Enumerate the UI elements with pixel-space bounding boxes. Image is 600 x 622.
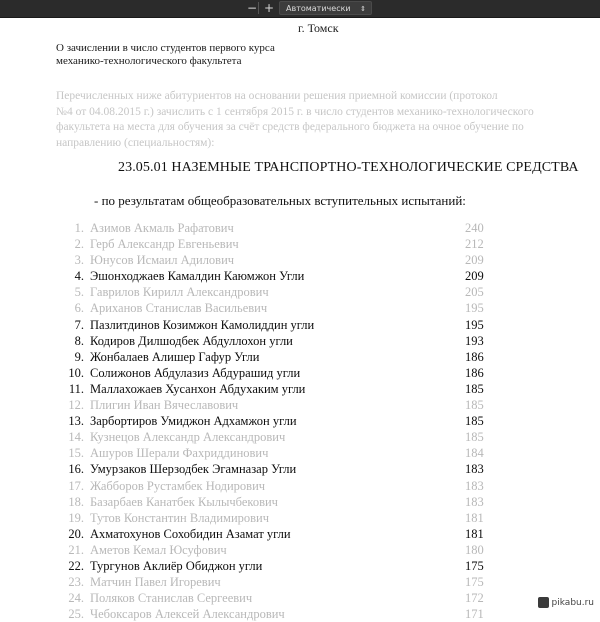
student-number: 6.: [74, 301, 84, 316]
student-name: Плигин Иван Вячеславович: [90, 398, 239, 413]
student-score: 185: [465, 381, 484, 396]
zoom-in-button[interactable]: [262, 1, 276, 15]
student-score: 205: [465, 285, 484, 300]
student-name: Ашуров Шерали Фахриддинович: [90, 446, 269, 461]
program-heading: 23.05.01 НАЗЕМНЫЕ ТРАНСПОРТНО-ТЕХНОЛОГИЧЕСКИЕ СРЕДСТВА: [118, 160, 579, 175]
student-row: [0, 590, 600, 606]
student-row: [0, 381, 600, 397]
list-subheading: - по результатам общеобразовательных вступительных испытаний:: [94, 193, 466, 208]
student-number: 15.: [68, 446, 84, 461]
student-score: 212: [465, 237, 484, 252]
student-row: [0, 300, 600, 316]
decree-line: факультета на места для обучения за счёт средств федерального бюджета на очное обучение по: [56, 121, 524, 133]
student-name: Эшонходжаев Камалдин Каюмжон Угли: [90, 269, 305, 284]
zoom-select[interactable]: [279, 1, 372, 15]
student-row: [0, 461, 600, 477]
student-number: 9.: [74, 349, 84, 364]
student-score: 195: [465, 301, 484, 316]
student-name: Жонбалаев Алишер Гафур Угли: [90, 349, 260, 364]
decree-paragraph: [56, 89, 576, 151]
student-row: [0, 397, 600, 413]
student-row: [0, 349, 600, 365]
plus-icon: +: [263, 1, 275, 15]
student-name: Тутов Константин Владимирович: [90, 510, 270, 525]
student-row: [0, 284, 600, 300]
student-name: Умурзаков Шерзодбек Эгамназар Угли: [90, 462, 297, 477]
decree-line: направлению (специальностям):: [56, 136, 215, 149]
student-name: Кузнецов Александр Александрович: [90, 430, 286, 445]
student-score: 175: [465, 558, 484, 573]
student-row: [0, 252, 600, 268]
student-number: 10.: [68, 365, 84, 380]
student-score: 185: [465, 430, 484, 445]
student-row: [0, 494, 600, 510]
student-score: 209: [465, 253, 484, 268]
student-row: [0, 478, 600, 494]
student-number: 17.: [68, 478, 84, 493]
document-page: [0, 17, 600, 622]
student-row: [0, 526, 600, 542]
student-number: 19.: [68, 510, 84, 525]
student-score: 186: [465, 365, 484, 380]
document-subject: [56, 42, 275, 68]
document-city: г. Томск: [298, 21, 339, 35]
student-score: 195: [465, 317, 484, 332]
student-row: [0, 429, 600, 445]
student-row: [0, 220, 600, 236]
student-score: 183: [465, 494, 484, 509]
student-name: Герб Александр Евгеньевич: [90, 237, 239, 252]
student-name: Солижонов Абдулазиз Абдурашид угли: [90, 365, 301, 380]
student-number: 2.: [74, 237, 84, 252]
student-number: 14.: [68, 430, 84, 445]
toolbar-divider: [258, 2, 259, 14]
student-number: 24.: [68, 591, 84, 606]
student-row: [0, 413, 600, 429]
student-row: [0, 558, 600, 574]
watermark-text: pikabu.ru: [551, 597, 594, 608]
student-name: Пазлитдинов Козимжон Камолиддин угли: [90, 317, 315, 332]
student-row: [0, 510, 600, 526]
student-number: 1.: [74, 221, 84, 235]
student-name: Ариханов Станислав Васильевич: [90, 301, 268, 316]
student-name: Аметов Кемал Юсуфович: [90, 542, 227, 557]
student-number: 25.: [68, 607, 84, 622]
student-number: 4.: [74, 269, 84, 284]
student-number: 18.: [68, 494, 84, 509]
student-row: [0, 574, 600, 590]
chevron-updown-icon: ⇕: [360, 5, 366, 13]
student-number: 11.: [68, 381, 84, 396]
student-score: 185: [465, 398, 484, 413]
student-name: Матчин Павел Игоревич: [90, 575, 221, 590]
student-name: Кодиров Дилшодбек Абдуллохон угли: [90, 333, 293, 348]
watermark: [538, 597, 594, 608]
student-row: [0, 542, 600, 558]
student-number: 23.: [68, 575, 84, 590]
student-name: Поляков Станислав Сергеевич: [90, 591, 253, 606]
student-score: 181: [465, 510, 484, 525]
student-row: [0, 236, 600, 252]
student-score: 172: [465, 591, 484, 606]
decree-line: №4 от 04.08.2015 г.) зачислить с 1 сентября 2015 г. в число студентов механико-технологического: [56, 105, 534, 118]
zoom-select-value: Автоматически: [286, 4, 351, 13]
student-name: Ахматохунов Сохобидин Азамат угли: [90, 526, 291, 541]
student-number: 20.: [68, 526, 84, 541]
student-score: 181: [465, 526, 484, 541]
student-row: [0, 445, 600, 461]
minus-icon: −: [246, 1, 258, 15]
student-number: 3.: [74, 253, 84, 268]
pdf-viewer-toolbar: [0, 0, 600, 18]
student-score: 175: [465, 575, 484, 590]
student-name: Маллахожаев Хусанхон Абдухаким угли: [90, 381, 306, 396]
student-name: Жабборов Рустамбек Нодирович: [90, 478, 266, 493]
student-score: 180: [465, 542, 484, 557]
student-score: 183: [465, 462, 484, 477]
student-row: [0, 333, 600, 349]
student-name: Зарбортиров Умиджон Адхамжон угли: [90, 414, 297, 429]
student-row: [0, 268, 600, 284]
student-score: 184: [465, 446, 484, 461]
student-row: [0, 365, 600, 381]
student-name: Юнусов Исмаил Адилович: [90, 253, 235, 268]
pikabu-logo-icon: [538, 597, 549, 608]
student-list: [0, 220, 600, 622]
student-number: 7.: [74, 317, 84, 332]
decree-line: Перечисленных ниже абитуриентов на основании решения приемной комиссии (протокол: [56, 90, 498, 102]
student-number: 16.: [68, 462, 84, 477]
student-score: 186: [465, 349, 484, 364]
student-score: 209: [465, 269, 484, 284]
student-number: 13.: [68, 414, 84, 429]
student-score: 193: [465, 333, 484, 348]
student-number: 5.: [74, 285, 84, 300]
student-score: 183: [465, 478, 484, 493]
subject-line: механико-технологического факультета: [56, 55, 242, 67]
student-name: Гаврилов Кирилл Александрович: [90, 285, 269, 300]
student-number: 12.: [68, 398, 84, 413]
student-score: 185: [465, 414, 484, 429]
student-number: 21.: [68, 542, 84, 557]
zoom-out-button[interactable]: [245, 1, 259, 15]
subject-line: О зачислении в число студентов первого курса: [56, 42, 275, 54]
student-number: 8.: [74, 333, 84, 348]
student-number: 22.: [68, 558, 84, 573]
student-score: 171: [465, 607, 484, 622]
student-score: 240: [465, 221, 484, 235]
student-name: Тургунов Аклиёр Обиджон угли: [90, 558, 263, 573]
student-name: Базарбаев Канатбек Кылычбекович: [90, 494, 278, 509]
student-name: Чебоксаров Алексей Александрович: [90, 607, 285, 622]
student-row: [0, 317, 600, 333]
student-row: [0, 606, 600, 622]
student-name: Азимов Акмаль Рафатович: [90, 221, 234, 235]
